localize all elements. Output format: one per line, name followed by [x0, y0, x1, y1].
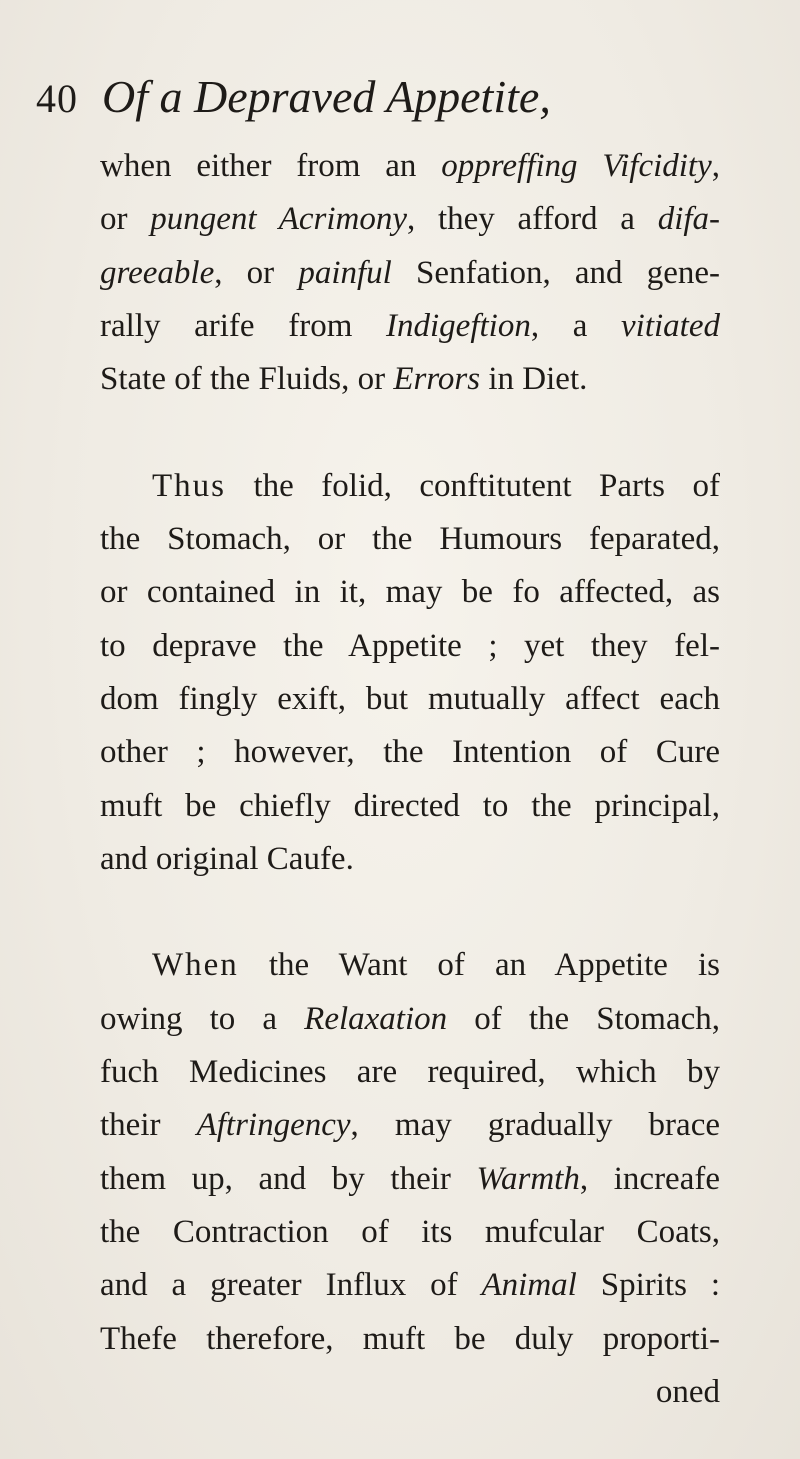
- text-line: dom fingly exift, but mutually affect each: [100, 680, 720, 717]
- text-line: fuch Medicines are required, which by: [100, 1054, 720, 1091]
- text-line: greeable, or painful Senfation, and gene-: [100, 254, 720, 291]
- text-line: Thefe therefore, muft be duly proporti-: [100, 1320, 720, 1357]
- paragraph-gap: [100, 406, 720, 459]
- text-line: or contained in it, may be fo affected, as: [100, 574, 720, 611]
- text-line: muft be chiefly directed to the principal,: [100, 787, 720, 824]
- page-header: [36, 70, 551, 130]
- text-line: them up, and by their Warmth, increafe: [100, 1160, 720, 1197]
- paragraph-gap: [100, 886, 720, 939]
- body-text: [100, 140, 720, 1419]
- text-line: When the Want of an Appetite is: [152, 947, 720, 984]
- text-line: rally arife from Indigeftion, a vitiated: [100, 307, 720, 344]
- text-line: to deprave the Appetite ; yet they fel-: [100, 627, 720, 664]
- catchword: oned: [655, 1373, 720, 1410]
- text-line: the Contraction of its mufcular Coats,: [100, 1213, 720, 1250]
- text-line: owing to a Relaxation of the Stomach,: [100, 1000, 720, 1037]
- text-line: other ; however, the Intention of Cure: [100, 734, 720, 771]
- text-line: their Aftringency, may gradually brace: [100, 1107, 720, 1144]
- text-line: or pungent Acrimony, they afford a difa-: [100, 201, 721, 238]
- text-line: and original Caufe.: [100, 840, 354, 877]
- page-number: 40: [36, 76, 78, 121]
- text-line: when either from an oppreffing Vifcidity,: [100, 148, 720, 184]
- text-line: State of the Fluids, or Errors in Diet.: [100, 361, 588, 398]
- text-line: the Stomach, or the Humours feparated,: [100, 521, 720, 558]
- running-title: Of a Depraved Appetite,: [102, 71, 551, 122]
- text-line: Thus the folid, conftitutent Parts of: [152, 467, 720, 504]
- text-line: and a greater Influx of Animal Spirits :: [100, 1267, 720, 1304]
